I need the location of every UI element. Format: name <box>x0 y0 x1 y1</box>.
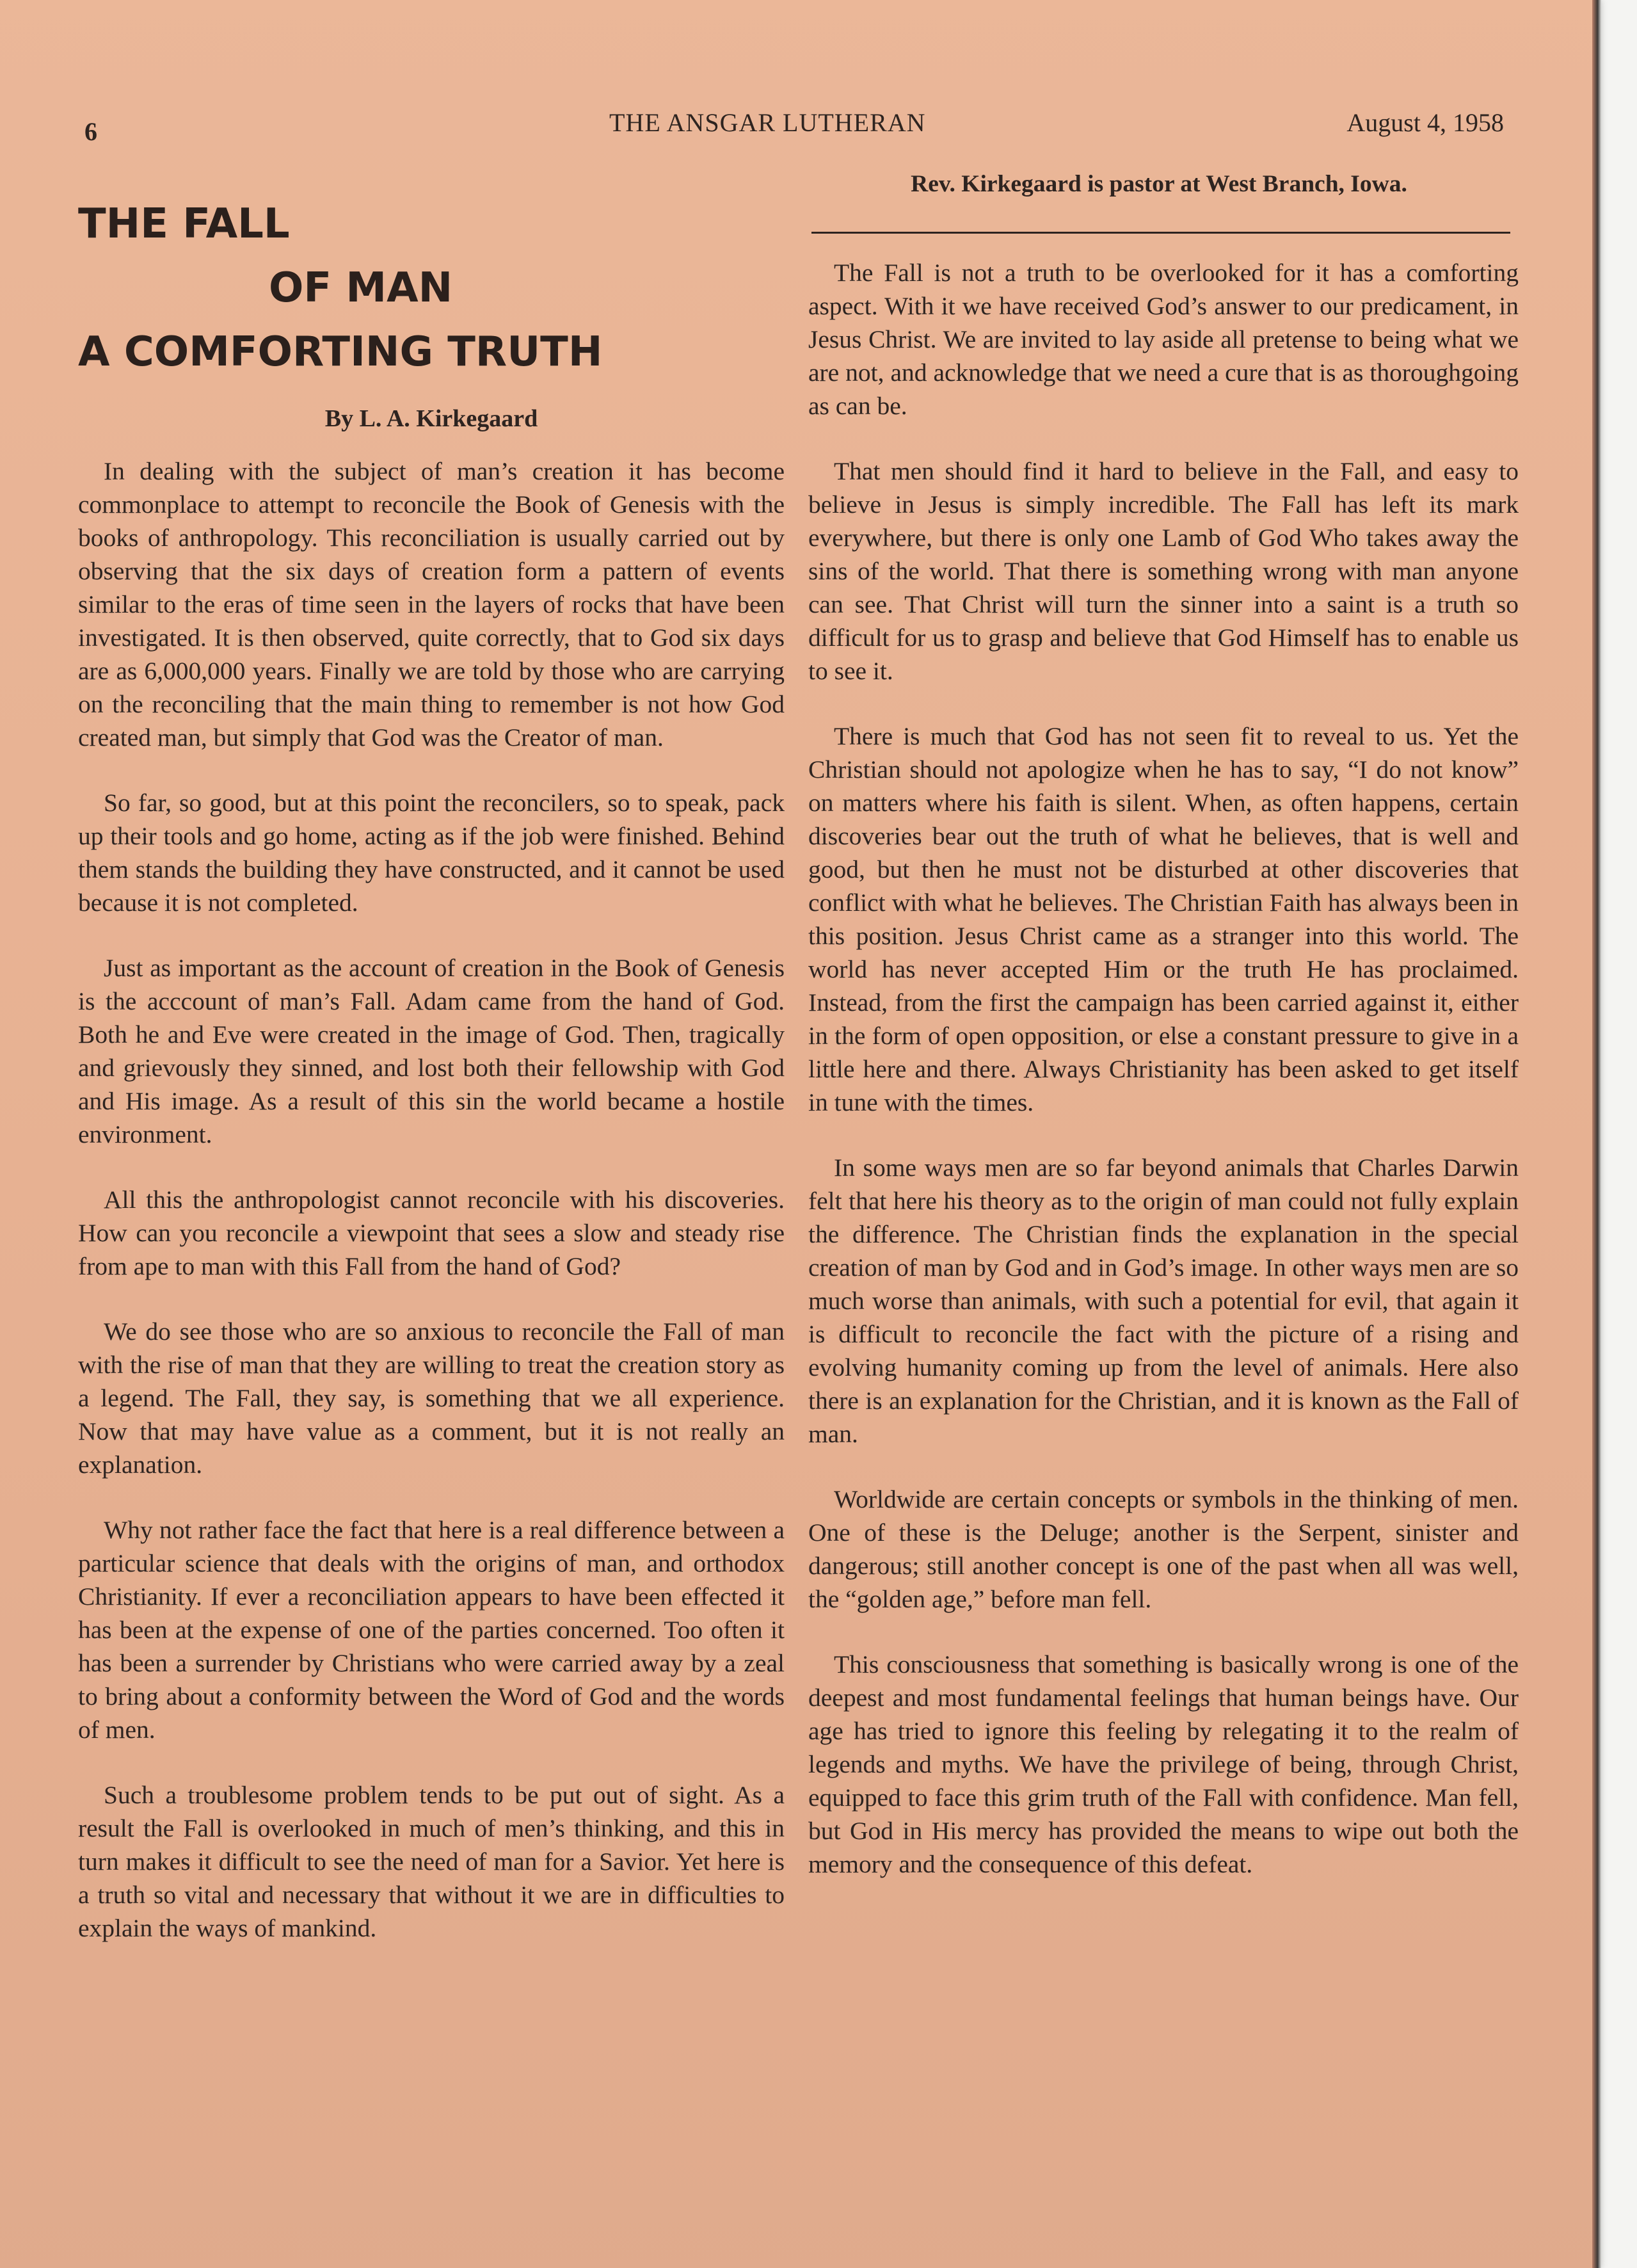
title-line-3: A COMFORTING TRUTH <box>78 328 603 376</box>
paragraph: Why not rather face the fact that here is a real difference between a particular science that deals with the origins of man, and orthodox Christianity. If ever a reconciliation appears to have been effected it has been at the expense of one of the parties concerned. Too often it has been a surrender by Christians who were carried away by a zeal to bring about a conformity between the Word of God and the words of men. <box>78 1516 785 1744</box>
paragraph: This consciousness that something is basically wrong is one of the deepest and most fundamental feelings that human beings have. Our age has tried to ignore this feeling by relegating it to the realm of legends and myths. We have the privilege of being, through Christ, equipped to face this grim truth of the Fall with confidence. Man fell, but God in His mercy has provided the means to wipe out both the memory and the consequence of this defeat. <box>808 1650 1519 1878</box>
paragraph: All this the anthropologist cannot reconcile with his discoveries. How can you reconcile a viewpoint that sees a slow and steady rise from ape to man with this Fall from the hand of God? <box>78 1186 785 1280</box>
paragraph: Such a troublesome problem tends to be put out of sight. As a result the Fall is overlooked in much of men’s thinking, and this in turn makes it difficult to see the need of man for a Savior. Yet here is a truth so vital and necessary that without it we are in difficulties to explain the ways of mankind. <box>78 1781 785 1942</box>
paragraph: The Fall is not a truth to be overlooked for it has a comforting aspect. With it we have received God’s answer to our predicament, in Jesus Christ. We are invited to lay aside all pretense to being what we are not, and acknowledge that we need a cure that is as thoroughgoing as can be. <box>808 259 1519 420</box>
paragraph: That men should find it hard to believe in the Fall, and easy to believe in Jesus is simply incredible. The Fall has left its mark everywhere, but there is only one Lamb of God Who takes away the sins of the world. That there is something wrong with man anyone can see. That Christ will turn the sinner into a saint is a truth so difficult for us to grasp and believe that God Himself has to enable us to see it. <box>808 457 1519 685</box>
page-header <box>84 108 1504 146</box>
paragraph: In dealing with the subject of man’s creation it has become commonplace to attempt to reconcile the Book of Genesis with the books of anthropology. This reconciliation is usually carried out by observing that the six days of creation form a pattern of events similar to the eras of time seen in the layers of rocks that have been investigated. It is then observed, quite correctly, that to God six days are as 6,000,000 years. Finally we are told by those who are carrying on the reconciling that the main thing to remember is not how God created man, but simply that God was the Creator of man. <box>78 457 785 752</box>
paragraph: Just as important as the account of creation in the Book of Genesis is the acccount of man’s Fall. Adam came from the hand of God. Both he and Eve were created in the image of God. Then, tragically and grievously they sinned, and lost both their fellowship with God and His image. As a result of this sin the world became a hostile environment. <box>78 954 785 1148</box>
page-edge-shadow <box>1592 0 1601 2268</box>
paragraph: We do see those who are so anxious to reconcile the Fall of man with the rise of man that they are willing to treat the creation story as a legend. The Fall, they say, is something that we all experience. Now that may have value as a comment, but it is not really an explanation. <box>78 1317 785 1479</box>
publication-name: THE ANSGAR LUTHERAN <box>609 108 926 137</box>
paragraph: So far, so good, but at this point the reconcilers, so to speak, pack up their tools and go home, acting as if the job were finished. Behind them stands the building they have constructed, and it cannot be used because it is not completed. <box>78 789 785 917</box>
title-line-1: THE FALL <box>78 200 290 248</box>
right-column <box>808 256 1519 1913</box>
paragraph: Worldwide are certain concepts or symbols in the thinking of men. One of these is the Deluge; another is the Serpent, sinister and dangerous; still another concept is one of the past when all was well, the “golden age,” before man fell. <box>808 1485 1519 1613</box>
publication-date: August 4, 1958 <box>1346 108 1504 137</box>
left-column <box>78 454 785 1977</box>
page-number: 6 <box>84 117 97 146</box>
divider-rule <box>811 232 1510 234</box>
byline: By L. A. Kirkegaard <box>324 405 538 432</box>
paragraph: In some ways men are so far beyond animals that Charles Darwin felt that here his theory as to the origin of man could not fully explain the difference. The Christian finds the explanation in the special creation of man by God and in God’s image. In other ways men are so much worse than animals, with such a potential for evil, that again it is difficult to reconcile the fact with the picture of a rising and evolving humanity coming up from the level of animals. Here also there is an explanation for the Christian, and it is known as the Fall of man. <box>808 1154 1519 1448</box>
article-title <box>78 192 602 384</box>
title-line-2: OF MAN <box>269 264 453 312</box>
author-note: Rev. Kirkegaard is pastor at West Branch, Iowa. <box>911 171 1407 197</box>
paragraph: There is much that God has not seen fit to reveal to us. Yet the Christian should not apologize when he has to say, “I do not know” on matters where his faith is silent. When, as often happens, certain discoveries bear out the truth of what he believes, that is well and good, but then he must not be disturbed at other discoveries that conflict with what he believes. The Christian Faith has always been in this position. Jesus Christ came as a stranger into this world. The world has never accepted Him or the truth He has proclaimed. Instead, from the first the campaign has been carried against it, either in the form of open opposition, or else a constant pressure to give in a little here and there. Always Christianity has been asked to get itself in tune with the times. <box>808 722 1519 1116</box>
